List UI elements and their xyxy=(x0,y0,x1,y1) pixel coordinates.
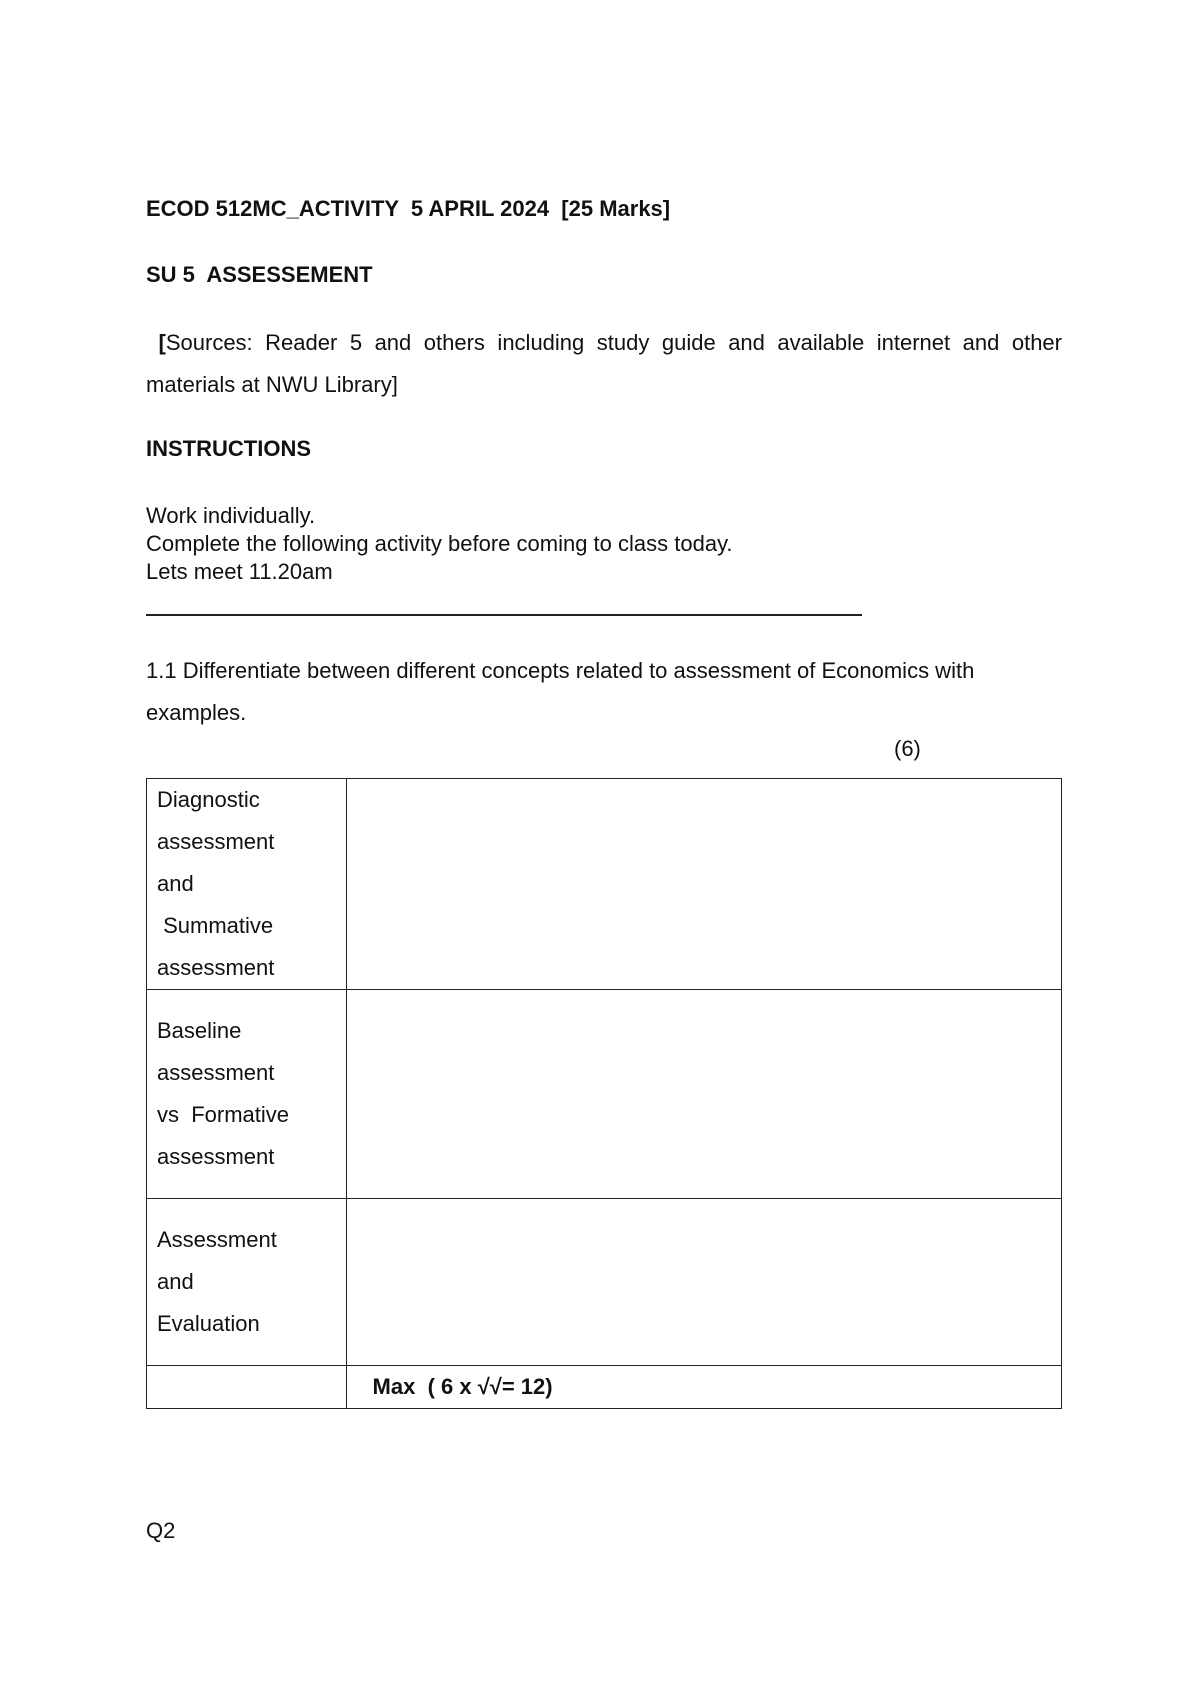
document-title: ECOD 512MC_ACTIVITY 5 APRIL 2024 [25 Marks] xyxy=(146,196,671,221)
label-line: Summative xyxy=(157,913,274,938)
label-line: and xyxy=(157,871,194,896)
table-row xyxy=(147,990,1062,1199)
sources-open-bracket: [ xyxy=(158,330,166,355)
max-marks-cell: Max ( 6 x √√= 12) xyxy=(346,1366,1061,1409)
question-marks: (6) xyxy=(894,736,921,761)
question-2-label: Q2 xyxy=(146,1518,176,1543)
label-line: assessment xyxy=(157,955,275,980)
question-1-1: 1.1 Differentiate between different concepts related to assessment of Economics with examples. xyxy=(146,658,975,725)
row-label-baseline-formative xyxy=(147,990,347,1199)
row-label-assessment-evaluation xyxy=(147,1199,347,1366)
sources-note xyxy=(146,322,1062,406)
answer-cell[interactable] xyxy=(346,779,1061,990)
row-label-diagnostic-summative xyxy=(147,779,347,990)
label-line: Diagnostic xyxy=(157,787,260,812)
table-row xyxy=(147,779,1062,990)
table-row xyxy=(147,1199,1062,1366)
label-line: vs Formative xyxy=(157,1102,290,1127)
label-line: assessment xyxy=(157,1144,275,1169)
table-row xyxy=(147,1366,1062,1409)
answer-cell[interactable] xyxy=(346,990,1061,1199)
label-line: assessment xyxy=(157,829,275,854)
label-line: Assessment xyxy=(157,1227,277,1252)
label-line: Baseline xyxy=(157,1018,242,1043)
label-line: assessment xyxy=(157,1060,275,1085)
answer-cell[interactable] xyxy=(346,1199,1061,1366)
answer-table xyxy=(146,778,1062,1409)
instruction-line: Lets meet 11.20am xyxy=(146,559,333,584)
instruction-line: Work individually. xyxy=(146,503,316,528)
document-subtitle: SU 5 ASSESSEMENT xyxy=(146,262,373,287)
instruction-line: Complete the following activity before coming to class today. xyxy=(146,531,733,556)
sources-text: Sources: Reader 5 and others including study guide and available internet and other materials at NWU Library] xyxy=(146,330,1062,397)
label-line: Evaluation xyxy=(157,1311,260,1336)
instructions-list xyxy=(146,502,733,586)
label-line: and xyxy=(157,1269,194,1294)
empty-cell xyxy=(147,1366,347,1409)
horizontal-divider xyxy=(146,614,862,616)
instructions-heading: INSTRUCTIONS xyxy=(146,436,311,461)
